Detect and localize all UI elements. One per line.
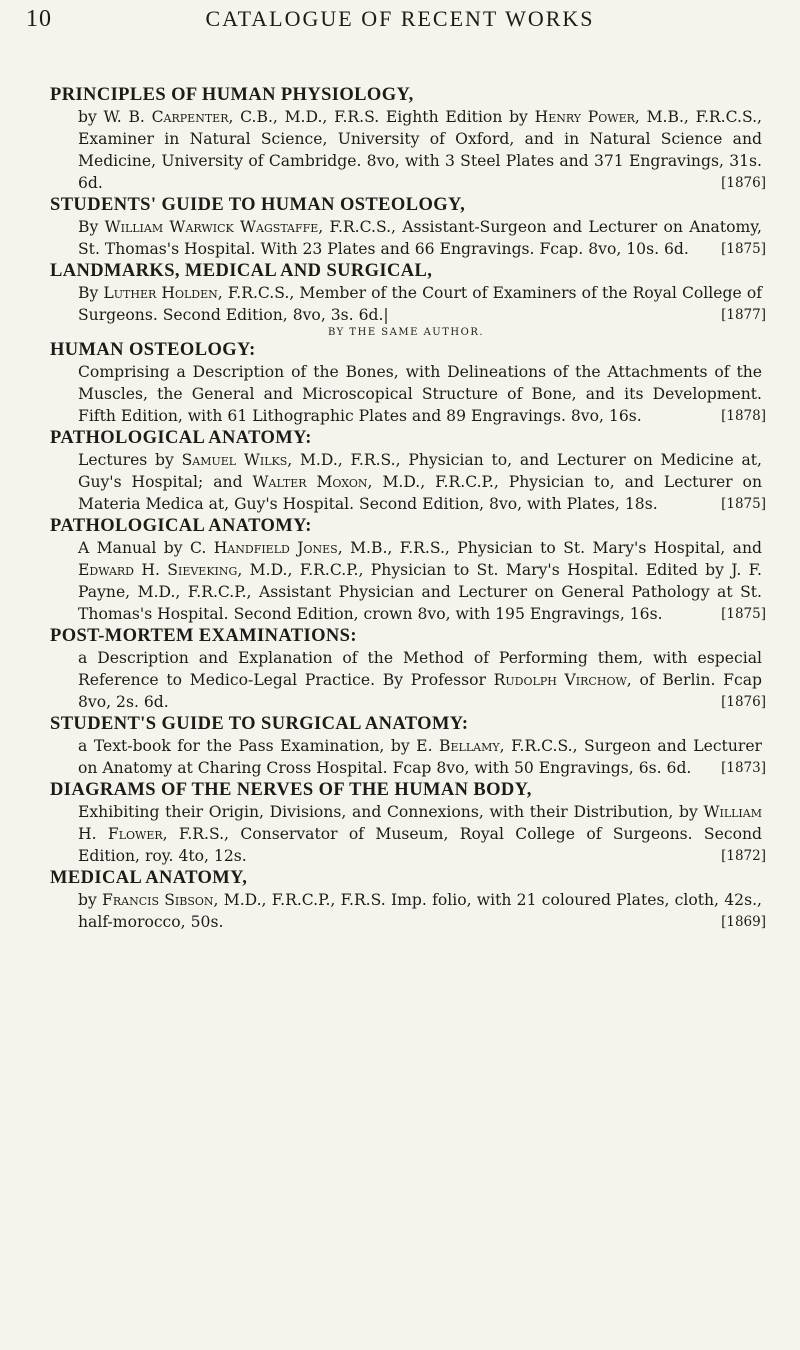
description-text: , M.B., F.R.S., Physician to St. Mary's Hospital, and — [337, 539, 762, 557]
publication-year: [1877] — [721, 307, 766, 323]
entry-title: MEDICAL ANATOMY, — [50, 868, 248, 888]
description-text: , M.D., F.R.C.P., Physician to St. Mary's Hospital. Edited by J. F. Payne, M.D., F.R.C.P., Assistant Physician and Lecturer on General Pathology at St. Thomas's Hospital. Second Edition, crown 8vo, with 195 Engravings, 16s. — [78, 561, 763, 623]
byline-note: BY THE SAME AUTHOR. — [327, 327, 485, 338]
entry-title: PATHOLOGICAL ANATOMY: — [50, 516, 312, 536]
catalogue-entry — [50, 260, 766, 326]
entry-title: LANDMARKS, MEDICAL AND SURGICAL, — [50, 261, 433, 281]
catalogue-entry — [50, 84, 766, 194]
description-text: , M.D., F.R.C.P., Physician to, and Lecturer on Materia Medica at, Guy's Hospital. Second Edition, 8vo, with Plates, 18s. — [78, 473, 762, 513]
catalogue-entry — [50, 867, 766, 933]
entry-description — [78, 449, 766, 515]
entry-title: HUMAN OSTEOLOGY: — [50, 340, 256, 360]
publication-year: [1873] — [721, 760, 766, 776]
description-text: , C.B., M.D., F.R.S. Eighth Edition by — [228, 108, 535, 126]
description-text: Lectures by — [78, 451, 182, 469]
description-text: By — [78, 284, 104, 302]
description-text: , F.R.C.S., Member of the Court of Examiners of the Royal College of Surgeons. Second Edition, 8vo, 3s. 6d.| — [78, 284, 762, 324]
catalogue-entry — [50, 427, 766, 515]
catalogue-entry — [50, 194, 766, 260]
description-text: a Text-book for the Pass Examination, by E. — [78, 737, 440, 755]
entry-title: STUDENTS' GUIDE TO HUMAN OSTEOLOGY, — [50, 195, 466, 215]
entry-title: PATHOLOGICAL ANATOMY: — [50, 428, 312, 448]
author-name: Samuel Wilks — [181, 451, 288, 469]
author-name: Walter Moxon — [252, 473, 368, 491]
catalogue-entry — [50, 779, 766, 867]
author-name: Edward H. Sieveking — [78, 561, 238, 579]
entry-description — [78, 106, 766, 194]
entry-description — [78, 216, 766, 260]
description-text: , M.D., F.R.S., Physician to, and Lecturer on Medicine at, Guy's Hospital; and — [78, 451, 762, 491]
publication-year: [1872] — [721, 848, 766, 864]
description-text: Exhibiting their Origin, Divisions, and Connexions, with their Distribution, by — [78, 803, 704, 821]
catalogue-entry — [50, 713, 766, 779]
catalogue-entry — [50, 515, 766, 625]
page-header — [0, 6, 800, 46]
entry-title: DIAGRAMS OF THE NERVES OF THE HUMAN BODY, — [50, 780, 532, 800]
page-number: 10 — [26, 6, 52, 32]
author-name: Bellamy — [439, 737, 500, 755]
publication-year: [1875] — [721, 241, 766, 257]
author-name: Francis Sibson — [102, 891, 214, 909]
entry-title: POST-MORTEM EXAMINATIONS: — [50, 626, 357, 646]
entry-description — [78, 537, 766, 625]
running-head: CATALOGUE OF RECENT WORKS — [205, 6, 595, 31]
description-text: , F.R.S., Conservator of Museum, Royal College of Surgeons. Second Edition, roy. 4to, 12s. — [78, 825, 762, 865]
description-text: Comprising a Description of the Bones, with Delineations of the Attachments of the Muscles, the General and Microscopical Structure of Bone, and its Development. Fifth Edition, with 61 Lithographic Plates and 89 Engravings. 8vo, 16s. — [78, 363, 762, 425]
author-name: Carpenter — [151, 108, 229, 126]
description-text: A Manual by C. — [78, 539, 214, 557]
description-text: a Description and Explanation of the Method of Performing them, with especial Reference to Medico-Legal Practice. By Professor — [78, 649, 762, 689]
description-text: , M.B., F.R.C.S., Examiner in Natural Science, University of Oxford, and in Natural Science and Medicine, University of Cambridge. 8vo, with 3 Steel Plates and 371 Engravings, 31s. 6d. — [78, 108, 763, 192]
entry-description — [78, 282, 766, 326]
description-text: By — [78, 218, 105, 236]
publication-year: [1878] — [721, 408, 766, 424]
entry-description — [78, 361, 766, 427]
entry-title: STUDENT'S GUIDE TO SURGICAL ANATOMY: — [50, 714, 469, 734]
author-name: Rudolph Virchow — [493, 671, 627, 689]
description-text: by — [78, 891, 103, 909]
publication-year: [1875] — [721, 606, 766, 622]
catalogue-entries — [50, 84, 766, 933]
publication-year: [1876] — [721, 175, 766, 191]
entry-title: PRINCIPLES OF HUMAN PHYSIOLOGY, — [50, 85, 414, 105]
author-name: Luther Holden — [103, 284, 218, 302]
entry-description — [78, 735, 766, 779]
description-text: , of Berlin. Fcap 8vo, 2s. 6d. — [78, 671, 763, 711]
author-name: Handfield Jones — [213, 539, 338, 557]
entry-description — [78, 889, 766, 933]
description-text: , F.R.C.S., Assistant-Surgeon and Lecturer on Anatomy, St. Thomas's Hospital. With 23 Plates and 66 Engravings. Fcap. 8vo, 10s. 6d. — [78, 218, 762, 258]
publication-year: [1869] — [721, 914, 766, 930]
author-name: William H. Flower — [78, 803, 762, 843]
author-name: William Warwick Wagstaffe — [104, 218, 319, 236]
catalogue-entry — [50, 625, 766, 713]
entry-description — [78, 647, 766, 713]
author-name: Henry Power — [534, 108, 635, 126]
publication-year: [1875] — [721, 496, 766, 512]
description-text: by W. B. — [78, 108, 152, 126]
description-text: , M.D., F.R.C.P., F.R.S. Imp. folio, with 21 coloured Plates, cloth, 42s., half-morocco, 50s. — [78, 891, 763, 931]
description-text: , F.R.C.S., Surgeon and Lecturer on Anatomy at Charing Cross Hospital. Fcap 8vo, with 50 Engravings, 6s. 6d. — [78, 737, 762, 777]
catalogue-entry — [50, 327, 766, 427]
entry-description — [78, 801, 766, 867]
publication-year: [1876] — [721, 694, 766, 710]
